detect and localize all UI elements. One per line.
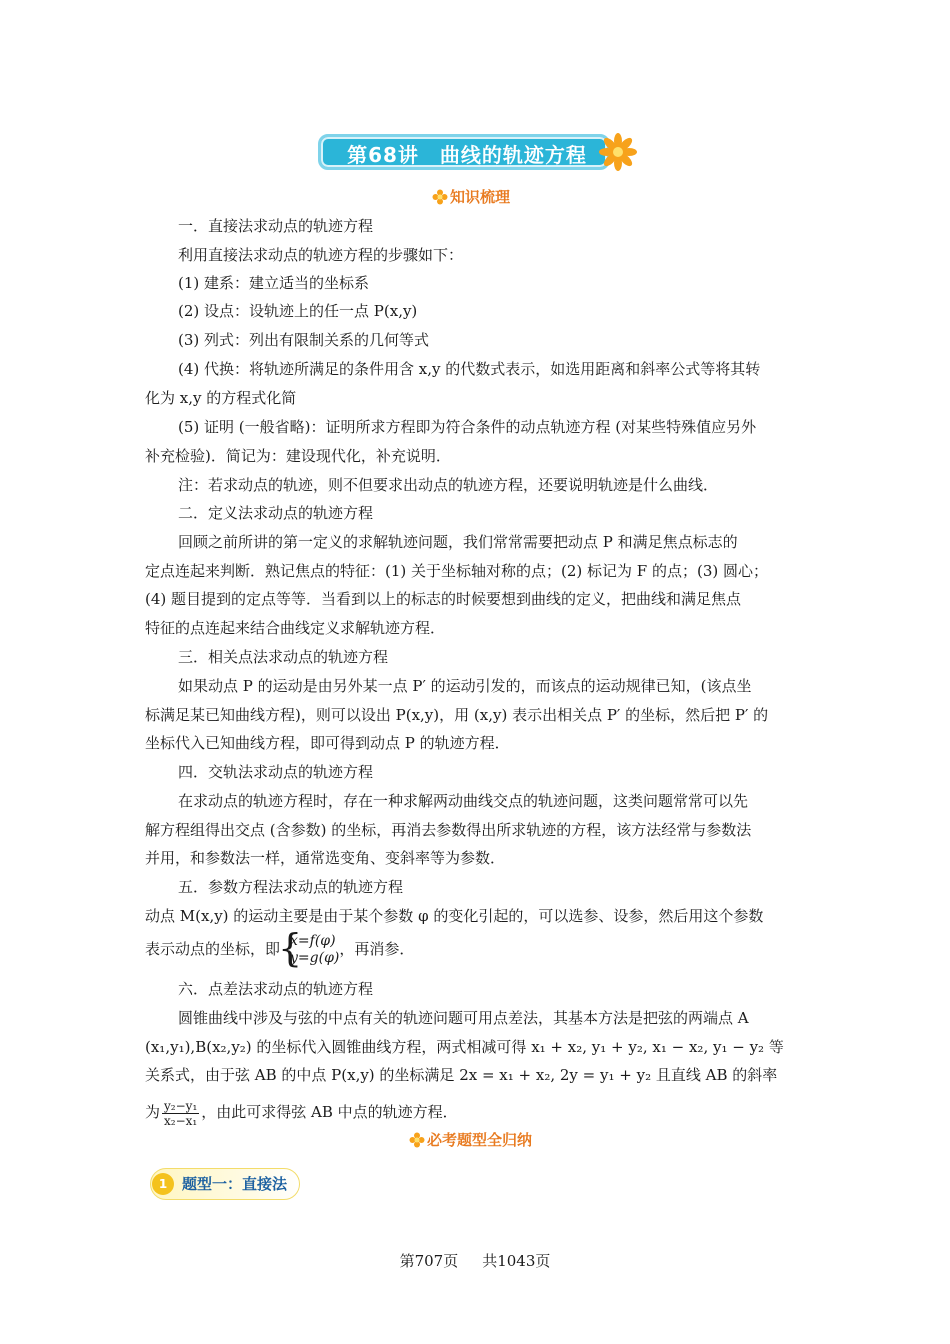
section-question-types-label: 必考题型全归纳 — [427, 1131, 533, 1149]
page-total: 共1043页 — [482, 1252, 551, 1270]
intersection-line-2: 解方程组得出交点 (含参数) 的坐标，再消去参数得出所求轨迹的方程，该方法经常与参数法 — [145, 820, 752, 839]
heading-intersection-method: 四．交轨法求动点的轨迹方程 — [178, 763, 374, 781]
small-flower-icon — [432, 189, 448, 205]
heading-point-difference-method: 六．点差法求动点的轨迹方程 — [178, 980, 374, 998]
step-5-paragraph — [145, 413, 811, 470]
step-5-line-1: (5) 证明 (一般省略)：证明所求方程即为符合条件的动点轨迹方程 (对某些特殊值应另外 — [178, 418, 757, 436]
definition-paragraph — [145, 528, 811, 642]
pdiff-line-1: 圆锥曲线中涉及与弦的中点有关的轨迹问题可用点差法，其基本方法是把弦的两端点 A — [178, 1009, 749, 1027]
step-3: (3) 列式：列出有限制关系的几何等式 — [178, 331, 430, 349]
chapter-title: 第68讲 曲线的轨迹方程 — [347, 143, 587, 167]
related-line-2: 标满足某已知曲线方程)，则可以设出 P(x,y)，用 (x,y) 表示出相关点 P′ 的坐标，然后把 P′ 的 — [145, 705, 769, 724]
heading-related-point-method: 三．相关点法求动点的轨迹方程 — [178, 648, 389, 666]
page-footer — [0, 1250, 950, 1272]
small-flower-icon — [409, 1132, 425, 1148]
brace-glyph: { — [278, 926, 303, 970]
definition-line-1: 回顾之前所讲的第一定义的求解轨迹问题，我们常常需要把动点 P 和满足焦点标志的 — [178, 533, 738, 551]
fraction-denominator: x₂−x₁ — [164, 1113, 198, 1128]
heading-direct-method: 一．直接法求动点的轨迹方程 — [178, 217, 374, 235]
title-box — [318, 134, 610, 170]
flower-icon — [598, 130, 638, 174]
badge-number: 1 — [152, 1173, 174, 1195]
point-difference-paragraph — [145, 1004, 811, 1090]
paragraph-steps-intro: 利用直接法求动点的轨迹方程的步骤如下： — [178, 246, 464, 264]
step-1: (1) 建系：建立适当的坐标系 — [178, 274, 370, 292]
step-4-line-1: (4) 代换：将轨迹所满足的条件用含 x,y 的代数式表示，如选用距离和斜率公式等将其转 — [178, 360, 761, 378]
parametric-line-2-start: 表示动点的坐标，即 — [145, 940, 281, 958]
page-number: 第707页 — [399, 1252, 459, 1270]
badge-label: 题型一：直接法 — [182, 1175, 288, 1193]
system-eq-2: y=g(φ) — [290, 950, 340, 966]
fraction-numerator: y₂−y₁ — [164, 1098, 198, 1113]
question-type-badge — [150, 1168, 300, 1200]
section-knowledge-heading — [432, 187, 510, 207]
slope-fraction — [162, 1099, 199, 1128]
section-question-types-heading — [409, 1130, 532, 1150]
intersection-line-1: 在求动点的轨迹方程时，存在一种求解两动曲线交点的轨迹问题，这类问题常常可以先 — [178, 792, 749, 810]
related-line-1: 如果动点 P 的运动是由另外某一点 P′ 的运动引发的，而该点的运动规律已知，(该点坐 — [178, 677, 752, 695]
related-point-paragraph — [145, 672, 811, 758]
pdiff-line-4-start: 为 — [145, 1103, 161, 1121]
pdiff-line-2: (x₁,y₁),B(x₂,y₂) 的坐标代入圆锥曲线方程，两式相减可得 x₁ + x₂, y₁ + y₂, x₁ − x₂, y₁ − y₂ 等 — [145, 1037, 784, 1056]
parametric-line-2 — [145, 926, 415, 970]
parametric-system — [278, 926, 340, 970]
parametric-line-1: 动点 M(x,y) 的运动主要是由于某个参数 φ 的变化引起的，可以选参、设参，然后用这个参数 — [145, 907, 764, 925]
definition-line-2: 定点连起来判断．熟记焦点的特征：(1) 关于坐标轴对称的点；(2) 标记为 F 的点；(3) 圆心； — [145, 561, 768, 580]
section-knowledge-label: 知识梳理 — [450, 188, 511, 206]
related-line-3: 坐标代入已知曲线方程，即可得到动点 P 的轨迹方程． — [145, 734, 510, 752]
pdiff-line-4-end: ，由此可求得弦 AB 中点的轨迹方程． — [201, 1103, 458, 1121]
definition-line-4: 特征的点连起来结合曲线定义求解轨迹方程． — [145, 618, 446, 637]
note-line: 注：若求动点的轨迹，则不但要求出动点的轨迹方程，还要说明轨迹是什么曲线． — [178, 476, 719, 494]
heading-parametric-method: 五．参数方程法求动点的轨迹方程 — [178, 878, 404, 896]
step-4-line-2: 化为 x,y 的方程式化简 — [145, 388, 297, 407]
step-5-line-2: 补充检验)．简记为：建设现代化，补充说明． — [145, 446, 451, 465]
chapter-title-banner — [318, 130, 636, 174]
step-2: (2) 设点：设轨迹上的任一点 P(x,y) — [178, 302, 418, 320]
step-4-paragraph — [145, 355, 811, 412]
definition-line-3: (4) 题目提到的定点等等．当看到以上的标志的时候要想到曲线的定义，把曲线和满足焦点 — [145, 590, 742, 608]
pdiff-line-4 — [145, 1094, 458, 1130]
parametric-line-2-end: ，再消参． — [339, 940, 415, 958]
heading-definition-method: 二．定义法求动点的轨迹方程 — [178, 504, 374, 522]
system-eq-1: x=f(φ) — [290, 933, 336, 949]
intersection-paragraph — [145, 787, 811, 873]
pdiff-line-3: 关系式，由于弦 AB 的中点 P(x,y) 的坐标满足 2x = x₁ + x₂, 2y = y₁ + y₂ 且直线 AB 的斜率 — [145, 1066, 778, 1084]
intersection-line-3: 并用，和参数法一样，通常选变角、变斜率等为参数． — [145, 849, 506, 867]
